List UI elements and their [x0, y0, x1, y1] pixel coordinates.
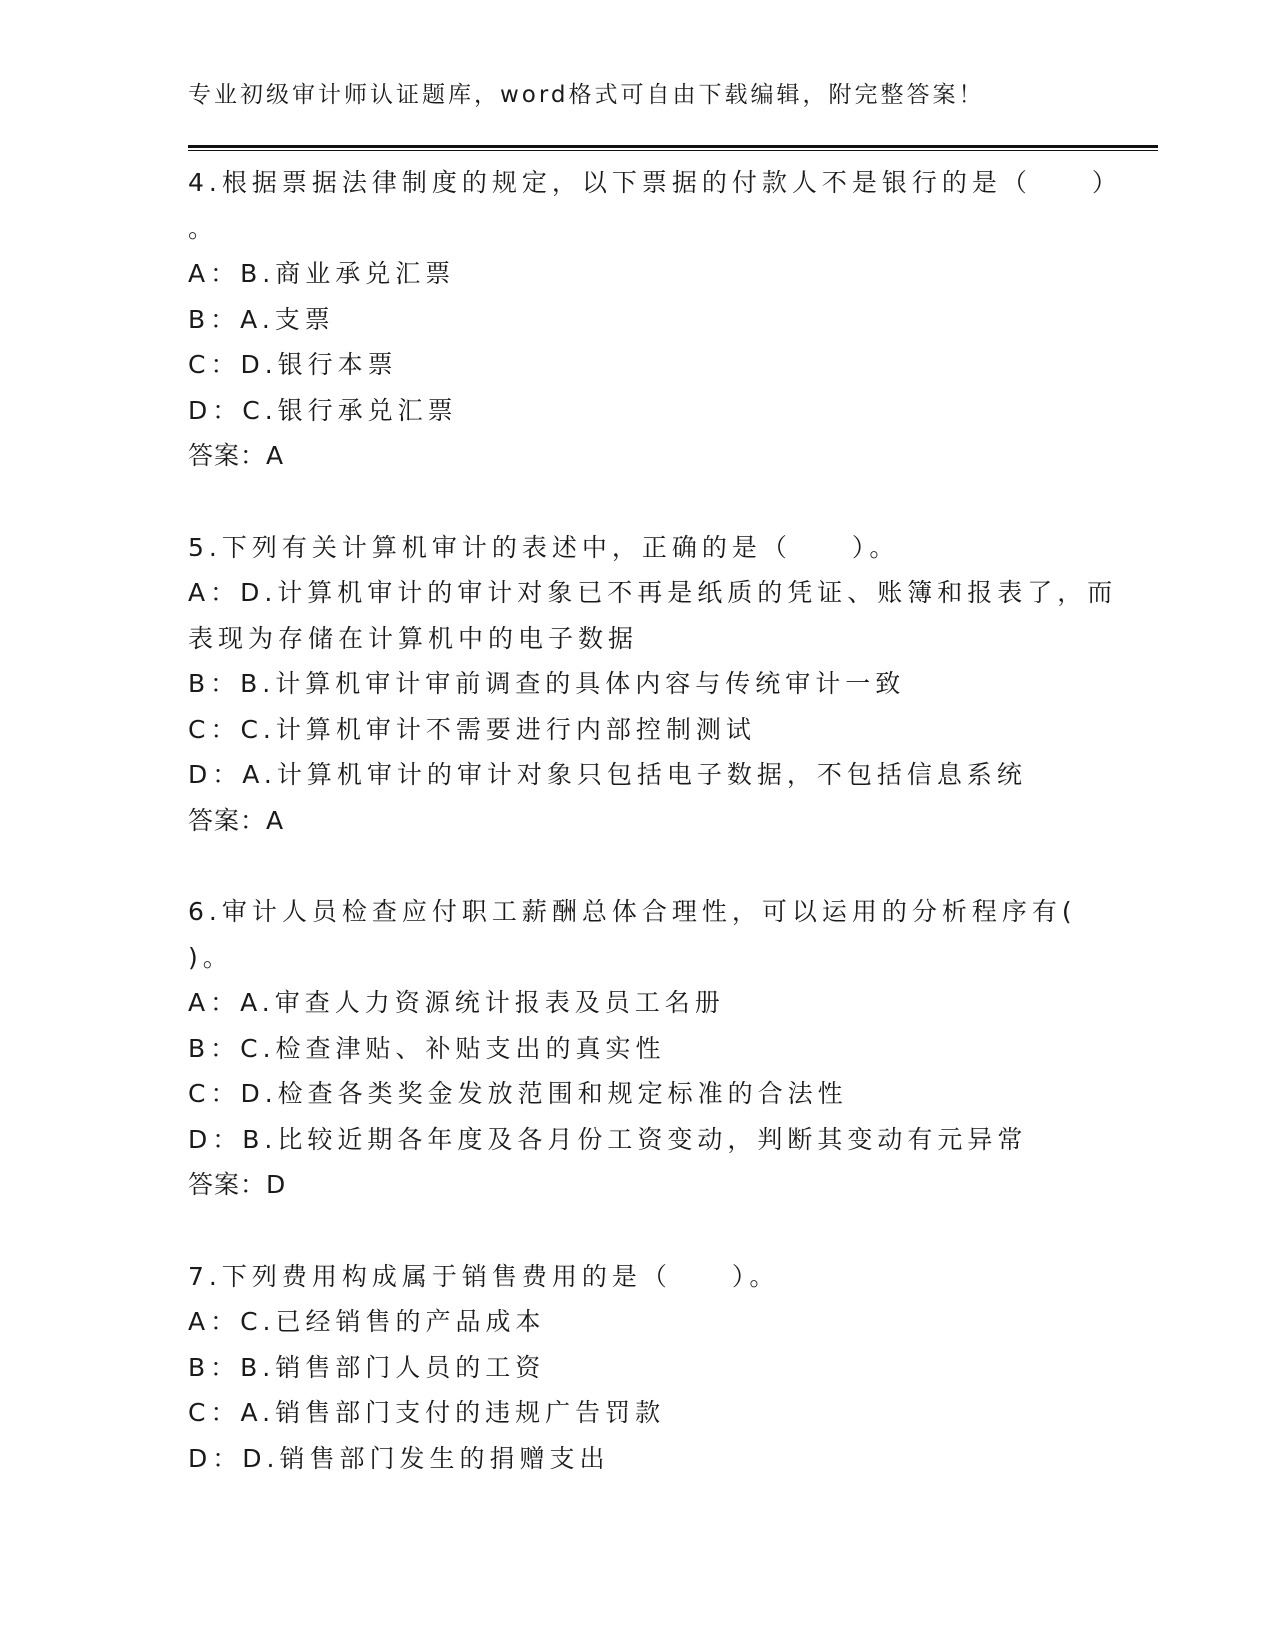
option-a: A：C.已经销售的产品成本 [188, 1307, 546, 1336]
option-c: C：C.计算机审计不需要进行内部控制测试 [188, 714, 756, 744]
question-7 [188, 1254, 1088, 1482]
answer: 答案：A [188, 441, 285, 470]
page-header: 专业初级审计师认证题库，word格式可自由下载编辑，附完整答案！ [188, 82, 985, 108]
option-c: C：D.检查各类奖金发放范围和规定标准的合法性 [188, 1079, 848, 1108]
question-5 [188, 525, 1118, 844]
option-b: B：A.支票 [188, 304, 335, 334]
header-rule-thick [188, 145, 1158, 148]
header-rule-thin [188, 150, 1158, 151]
option-a: A：A.审查人力资源统计报表及员工名册 [188, 988, 725, 1017]
option-b: B：B.销售部门人员的工资 [188, 1352, 546, 1382]
question-4 [188, 160, 1122, 479]
option-a: A：D.计算机审计的审计对象已不再是纸质的凭证、账簿和报表了，而 [188, 578, 1118, 607]
option-b: B：C.检查津贴、补贴支出的真实性 [188, 1033, 666, 1063]
question-stem: )。 [188, 942, 233, 972]
question-6 [188, 889, 1088, 1208]
option-b: B：B.计算机审计审前调查的具体内容与传统审计一致 [188, 669, 906, 698]
option-d: D：D.销售部门发生的捐赠支出 [188, 1443, 610, 1473]
question-stem: 5.下列有关计算机审计的表述中，正确的是（ ）。 [188, 532, 900, 562]
option-d: D：A.计算机审计的审计对象只包括电子数据，不包括信息系统 [188, 760, 1027, 789]
question-list [188, 160, 1122, 1527]
question-stem: 。 [188, 213, 219, 243]
option-c: C：D.银行本票 [188, 350, 398, 379]
question-stem: 4.根据票据法律制度的规定，以下票据的付款人不是银行的是（ ） [188, 168, 1122, 197]
question-stem: 7.下列费用构成属于销售费用的是（ ）。 [188, 1261, 780, 1291]
option-c: C：A.销售部门支付的违规广告罚款 [188, 1398, 666, 1427]
answer: 答案：D [188, 1170, 287, 1199]
option-d: D：C.银行承兑汇票 [188, 395, 458, 425]
option-a: A：B.商业承兑汇票 [188, 259, 456, 288]
option-a-continued: 表现为存储在计算机中的电子数据 [188, 623, 639, 653]
question-stem: 6.审计人员检查应付职工薪酬总体合理性，可以运用的分析程序有( [188, 897, 1077, 926]
answer: 答案：A [188, 805, 285, 835]
option-d: D：B.比较近期各年度及各月份工资变动，判断其变动有元异常 [188, 1124, 1028, 1154]
